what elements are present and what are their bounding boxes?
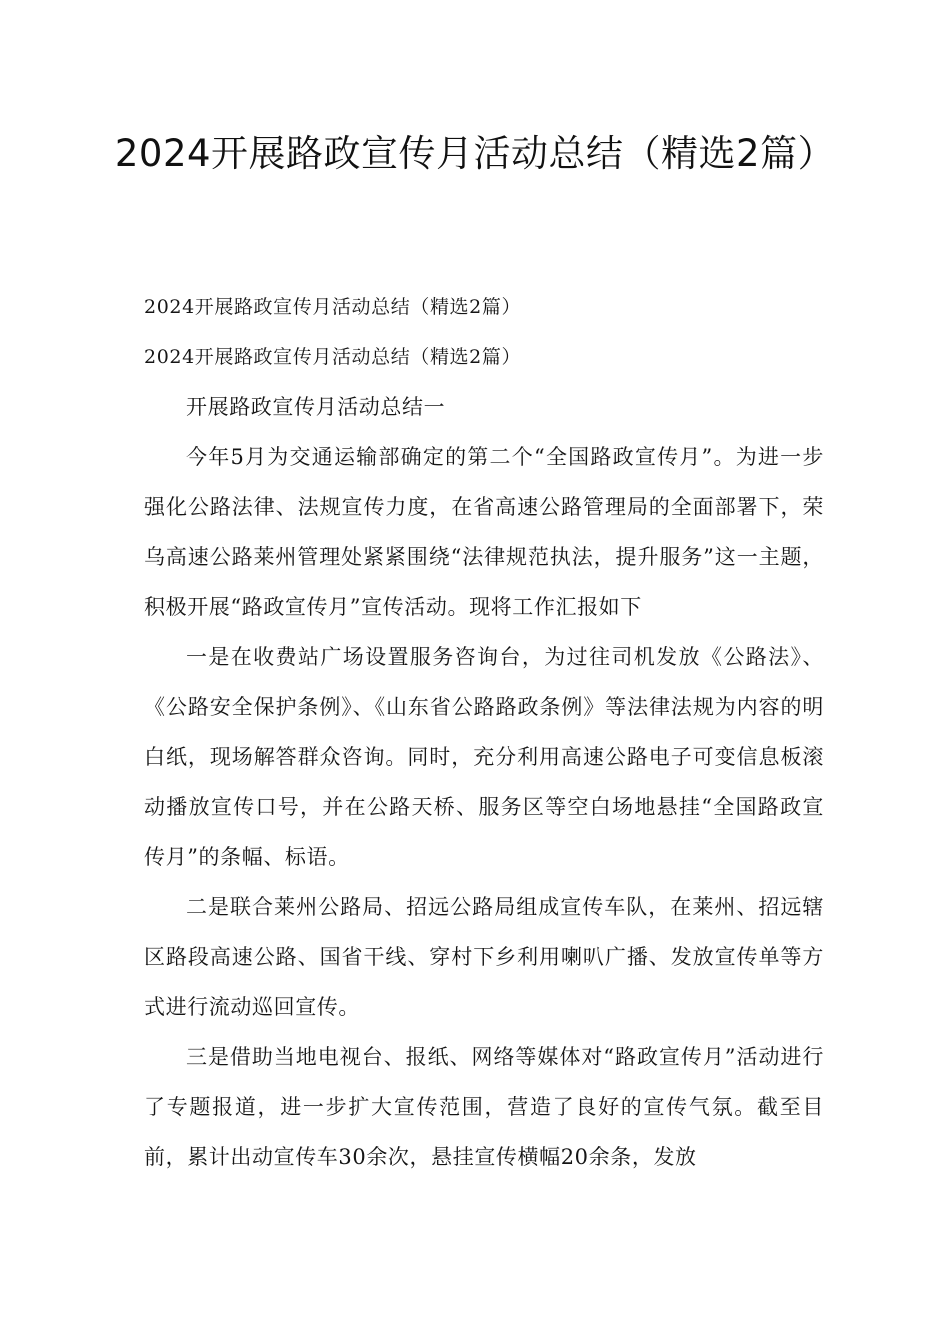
- document-body: [144, 282, 824, 1182]
- document-title: 2024开展路政宣传月活动总结（精选2篇）: [114, 132, 836, 175]
- subtitle-line-2: 2024开展路政宣传月活动总结（精选2篇）: [144, 346, 522, 368]
- section-heading: 开展路政宣传月活动总结一: [186, 395, 446, 419]
- subtitle-line-1: 2024开展路政宣传月活动总结（精选2篇）: [144, 296, 522, 318]
- paragraph-item-2: 二是联合莱州公路局、招远公路局组成宣传车队，在莱州、招远辖区路段高速公路、国省干线、穿村下乡利用喇叭广播、发放宣传单等方式进行流动巡回宣传。: [144, 895, 824, 1019]
- paragraph-intro: 今年5月为交通运输部确定的第二个“全国路政宣传月”。为进一步强化公路法律、法规宣传力度，在省高速公路管理局的全面部署下，荣乌高速公路莱州管理处紧紧围绕“法律规范执法，提升服务”这一主题，积极开展“路政宣传月”宣传活动。现将工作汇报如下: [144, 445, 824, 619]
- paragraph-item-1: 一是在收费站广场设置服务咨询台，为过往司机发放《公路法》、《公路安全保护条例》、《山东省公路路政条例》等法律法规为内容的明白纸，现场解答群众咨询。同时，充分利用高速公路电子可变信息板滚动播放宣传口号，并在公路天桥、服务区等空白场地悬挂“全国路政宣传月”的条幅、标语。: [144, 645, 824, 869]
- paragraph-item-3: 三是借助当地电视台、报纸、网络等媒体对“路政宣传月”活动进行了专题报道，进一步扩大宣传范围，营造了良好的宣传气氛。截至目前，累计出动宣传车30余次，悬挂宣传横幅20余条，发放: [144, 1045, 824, 1169]
